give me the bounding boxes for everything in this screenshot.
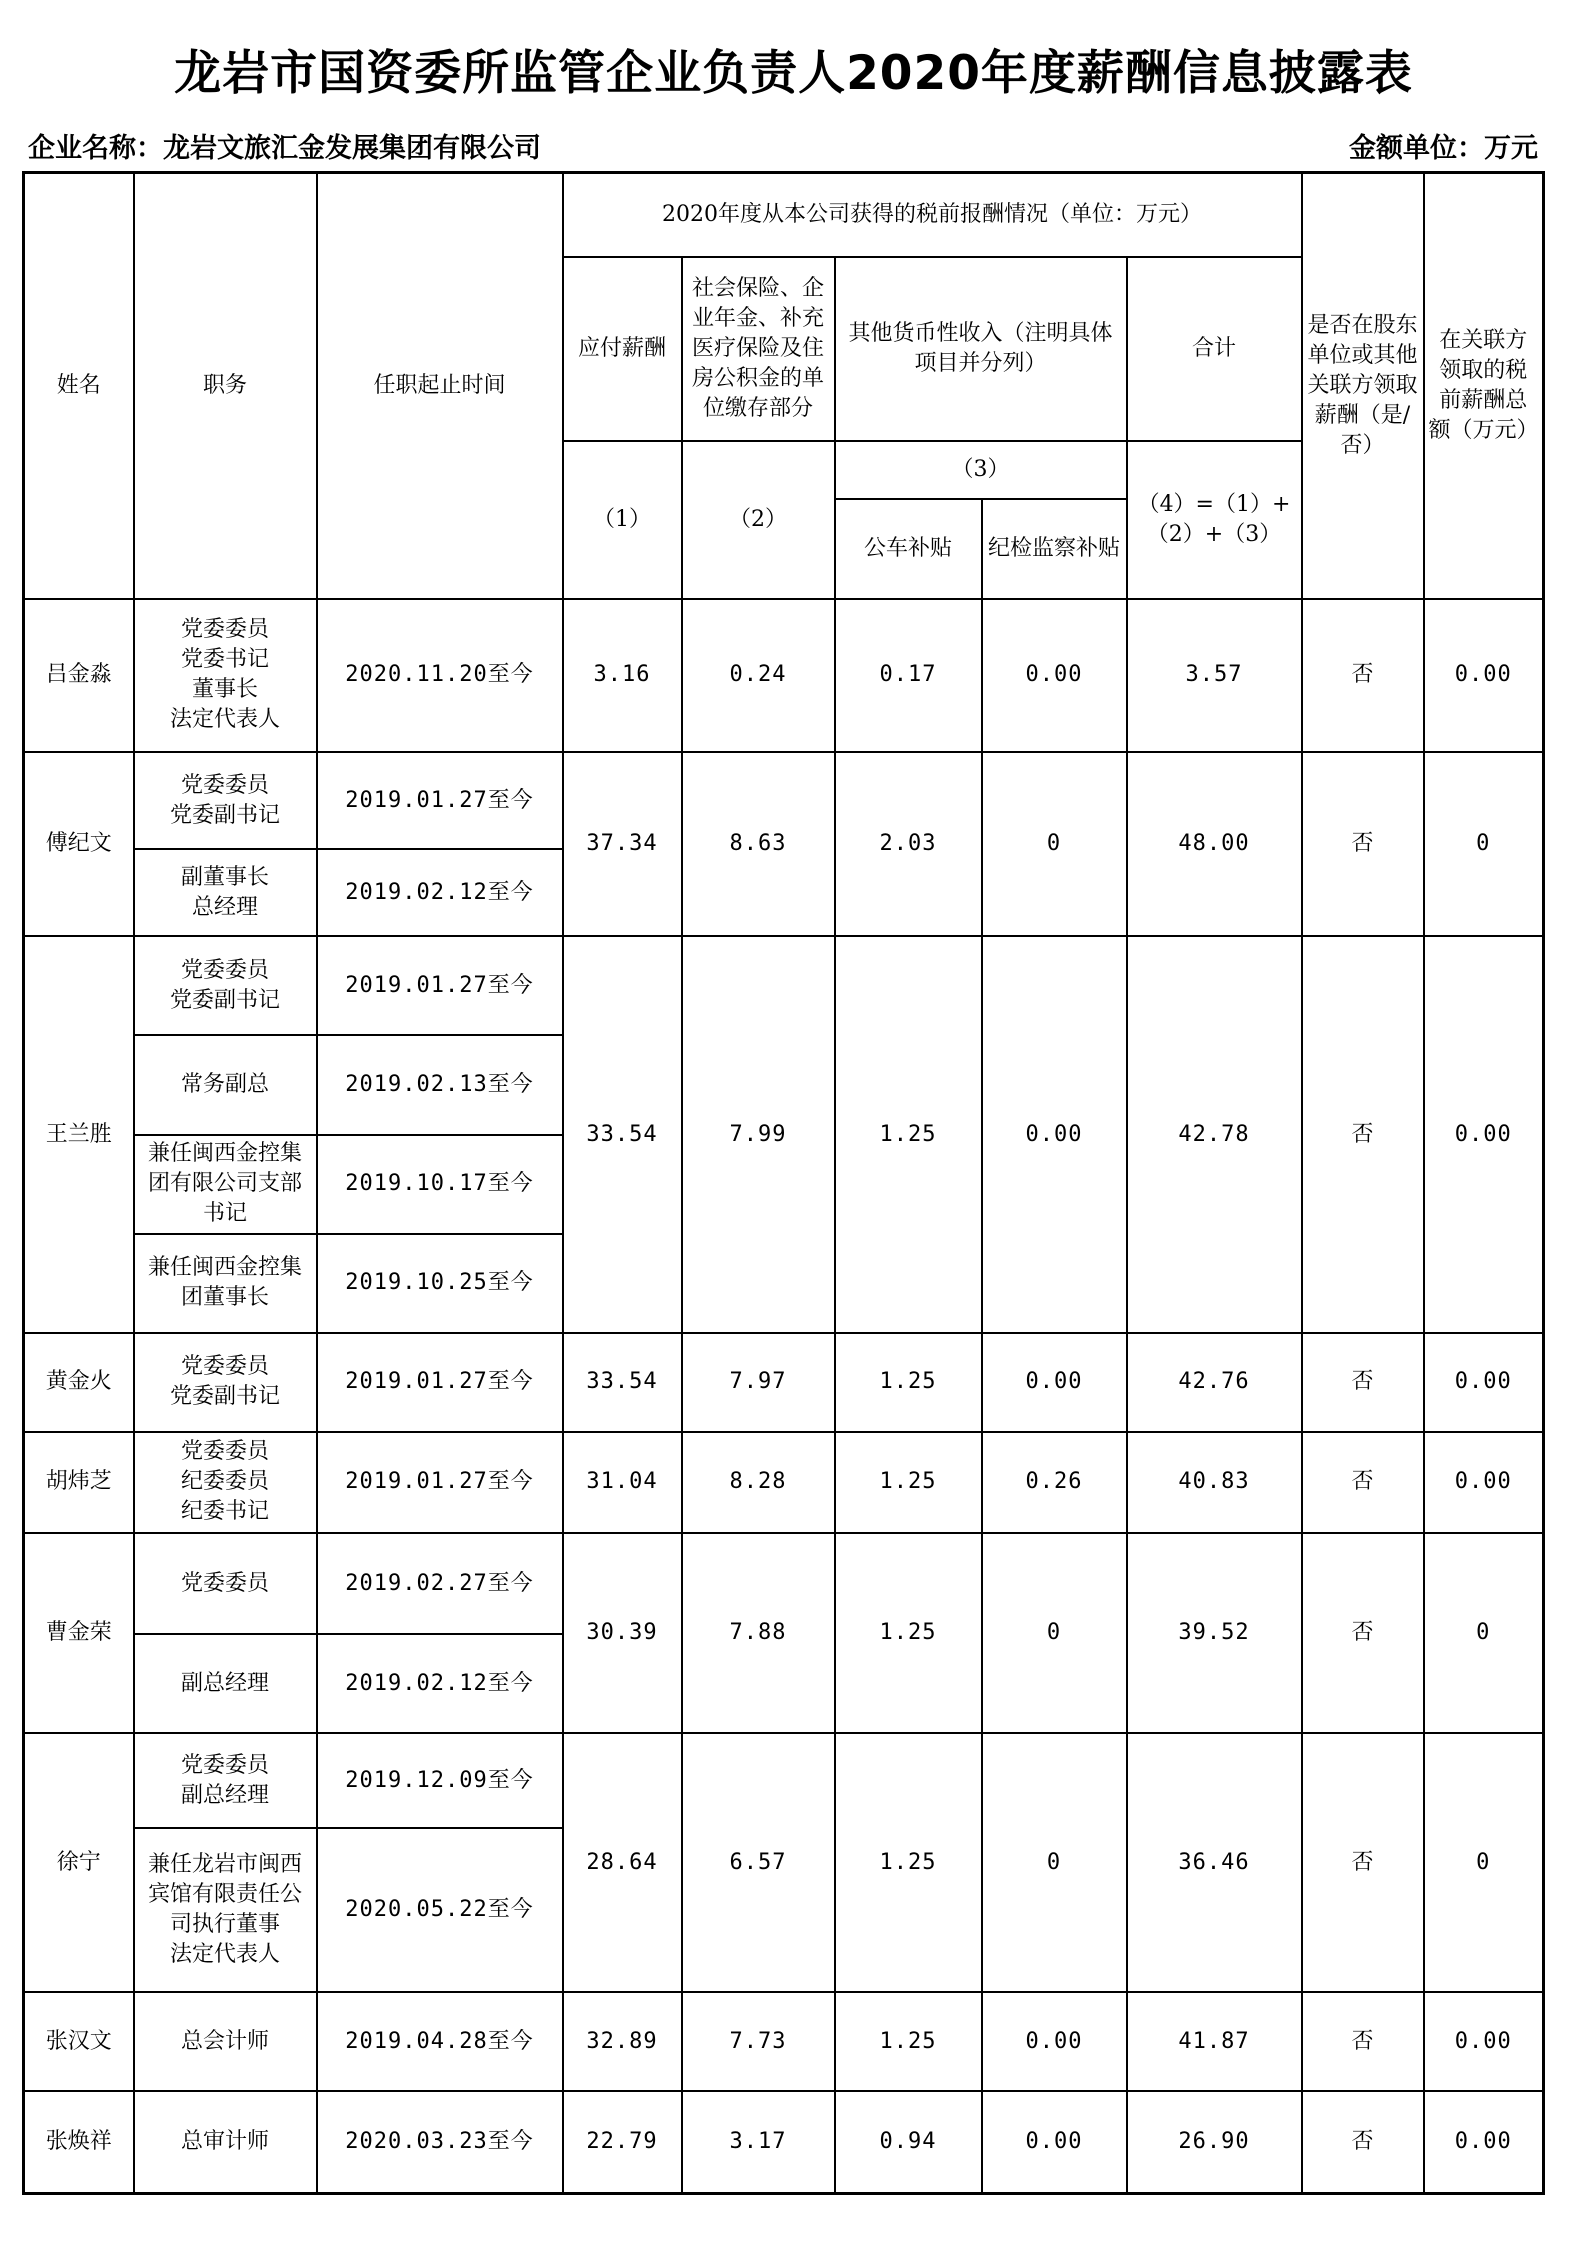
term-cell: 2020.03.23至今: [317, 2091, 563, 2193]
related-pay-cell: 0: [1424, 1533, 1544, 1733]
position-cell: 副董事长 总经理: [134, 849, 317, 936]
car-allowance-cell: 1.25: [835, 936, 982, 1332]
table-body: [24, 599, 1544, 2194]
discipline-allowance-cell: 0: [982, 1533, 1127, 1733]
table-row: [24, 752, 1544, 849]
total-cell: 48.00: [1127, 752, 1302, 936]
term-cell: 2019.10.17至今: [317, 1135, 563, 1234]
car-allowance-cell: 0.17: [835, 599, 982, 753]
shareholder-pay-cell: 否: [1302, 1533, 1424, 1733]
person-name-cell: 王兰胜: [24, 936, 134, 1332]
header-col3: （3）: [835, 441, 1127, 499]
term-cell: 2019.01.27至今: [317, 1432, 563, 1533]
car-allowance-cell: 1.25: [835, 1533, 982, 1733]
total-cell: 39.52: [1127, 1533, 1302, 1733]
salary-cell: 3.16: [563, 599, 682, 753]
table-row: [24, 2091, 1544, 2193]
related-pay-cell: 0.00: [1424, 599, 1544, 753]
salary-cell: 22.79: [563, 2091, 682, 2193]
table-row: [24, 1432, 1544, 1533]
term-cell: 2019.10.25至今: [317, 1234, 563, 1333]
page-title: 龙岩市国资委所监管企业负责人2020年度薪酬信息披露表: [174, 46, 1413, 101]
car-allowance-cell: 1.25: [835, 1333, 982, 1432]
person-name-cell: 张焕祥: [24, 2091, 134, 2193]
term-cell: 2019.02.13至今: [317, 1035, 563, 1134]
social-insurance-cell: 0.24: [682, 599, 835, 753]
related-pay-cell: 0: [1424, 1733, 1544, 1992]
car-allowance-cell: 1.25: [835, 1992, 982, 2091]
table-row: [24, 936, 1544, 1035]
position-cell: 兼任闽西金控集团董事长: [134, 1234, 317, 1333]
header-position: 职务: [134, 173, 317, 599]
related-pay-cell: 0.00: [1424, 2091, 1544, 2193]
amount-unit: 金额单位：万元: [1349, 133, 1538, 164]
person-name-cell: 黄金火: [24, 1333, 134, 1432]
position-cell: 党委委员 纪委委员 纪委书记: [134, 1432, 317, 1533]
term-cell: 2019.12.09至今: [317, 1733, 563, 1828]
header-related: 在关联方领取的税前薪酬总额（万元）: [1424, 173, 1544, 599]
person-name-cell: 胡炜芝: [24, 1432, 134, 1533]
header-other: 其他货币性收入（注明具体项目并分列）: [835, 257, 1127, 441]
term-cell: 2019.02.12至今: [317, 1634, 563, 1733]
company-name: 企业名称：龙岩文旅汇金发展集团有限公司: [28, 133, 541, 164]
car-allowance-cell: 0.94: [835, 2091, 982, 2193]
total-cell: 3.57: [1127, 599, 1302, 753]
meta-row: [28, 126, 1538, 162]
salary-cell: 28.64: [563, 1733, 682, 1992]
social-insurance-cell: 6.57: [682, 1733, 835, 1992]
social-insurance-cell: 8.28: [682, 1432, 835, 1533]
disclosure-table: [22, 171, 1545, 2195]
header-col2: （2）: [682, 441, 835, 599]
social-insurance-cell: 7.99: [682, 936, 835, 1332]
shareholder-pay-cell: 否: [1302, 1333, 1424, 1432]
total-cell: 36.46: [1127, 1733, 1302, 1992]
header-formula: （4）=（1）+（2）+（3）: [1127, 441, 1302, 599]
header-term: 任职起止时间: [317, 173, 563, 599]
term-cell: 2020.05.22至今: [317, 1828, 563, 1992]
term-cell: 2019.02.27至今: [317, 1533, 563, 1634]
position-cell: 党委委员 副总经理: [134, 1733, 317, 1828]
car-allowance-cell: 1.25: [835, 1733, 982, 1992]
shareholder-pay-cell: 否: [1302, 1992, 1424, 2091]
position-cell: 兼任闽西金控集团有限公司支部书记: [134, 1135, 317, 1234]
shareholder-pay-cell: 否: [1302, 936, 1424, 1332]
term-cell: 2019.02.12至今: [317, 849, 563, 936]
shareholder-pay-cell: 否: [1302, 1733, 1424, 1992]
header-discipline-allowance: 纪检监察补贴: [982, 499, 1127, 599]
position-cell: 总会计师: [134, 1992, 317, 2091]
header-car-allowance: 公车补贴: [835, 499, 982, 599]
social-insurance-cell: 7.97: [682, 1333, 835, 1432]
discipline-allowance-cell: 0.00: [982, 1992, 1127, 2091]
position-cell: 党委委员 党委副书记: [134, 1333, 317, 1432]
car-allowance-cell: 1.25: [835, 1432, 982, 1533]
shareholder-pay-cell: 否: [1302, 599, 1424, 753]
table-row: [24, 1733, 1544, 1828]
position-cell: 党委委员 党委书记 董事长 法定代表人: [134, 599, 317, 753]
term-cell: 2019.01.27至今: [317, 1333, 563, 1432]
term-cell: 2019.01.27至今: [317, 752, 563, 849]
discipline-allowance-cell: 0.00: [982, 1333, 1127, 1432]
table-row: [24, 1533, 1544, 1634]
related-pay-cell: 0.00: [1424, 936, 1544, 1332]
shareholder-pay-cell: 否: [1302, 1432, 1424, 1533]
related-pay-cell: 0.00: [1424, 1432, 1544, 1533]
related-pay-cell: 0.00: [1424, 1333, 1544, 1432]
salary-cell: 30.39: [563, 1533, 682, 1733]
social-insurance-cell: 7.73: [682, 1992, 835, 2091]
discipline-allowance-cell: 0.26: [982, 1432, 1127, 1533]
total-cell: 40.83: [1127, 1432, 1302, 1533]
shareholder-pay-cell: 否: [1302, 2091, 1424, 2193]
salary-cell: 33.54: [563, 936, 682, 1332]
related-pay-cell: 0.00: [1424, 1992, 1544, 2091]
table-header: [24, 173, 1544, 599]
salary-cell: 31.04: [563, 1432, 682, 1533]
term-cell: 2020.11.20至今: [317, 599, 563, 753]
term-cell: 2019.04.28至今: [317, 1992, 563, 2091]
shareholder-pay-cell: 否: [1302, 752, 1424, 936]
total-cell: 42.78: [1127, 936, 1302, 1332]
discipline-allowance-cell: 0.00: [982, 599, 1127, 753]
position-cell: 党委委员: [134, 1533, 317, 1634]
total-cell: 41.87: [1127, 1992, 1302, 2091]
header-pay-group: 2020年度从本公司获得的税前报酬情况（单位：万元）: [563, 173, 1302, 257]
salary-cell: 32.89: [563, 1992, 682, 2091]
discipline-allowance-cell: 0.00: [982, 936, 1127, 1332]
discipline-allowance-cell: 0: [982, 1733, 1127, 1992]
total-cell: 26.90: [1127, 2091, 1302, 2193]
salary-cell: 37.34: [563, 752, 682, 936]
table-row: [24, 1333, 1544, 1432]
related-pay-cell: 0: [1424, 752, 1544, 936]
car-allowance-cell: 2.03: [835, 752, 982, 936]
total-cell: 42.76: [1127, 1333, 1302, 1432]
person-name-cell: 徐宁: [24, 1733, 134, 1992]
position-cell: 兼任龙岩市闽西宾馆有限责任公司执行董事 法定代表人: [134, 1828, 317, 1992]
position-cell: 党委委员 党委副书记: [134, 752, 317, 849]
person-name-cell: 曹金荣: [24, 1533, 134, 1733]
position-cell: 总审计师: [134, 2091, 317, 2193]
position-cell: 党委委员 党委副书记: [134, 936, 317, 1035]
header-shareholder: 是否在股东单位或其他关联方领取 薪酬（是/否）: [1302, 173, 1424, 599]
position-cell: 副总经理: [134, 1634, 317, 1733]
salary-cell: 33.54: [563, 1333, 682, 1432]
position-cell: 常务副总: [134, 1035, 317, 1134]
table-row: [24, 599, 1544, 753]
term-cell: 2019.01.27至今: [317, 936, 563, 1035]
social-insurance-cell: 7.88: [682, 1533, 835, 1733]
header-total: 合计: [1127, 257, 1302, 441]
header-col1: （1）: [563, 441, 682, 599]
table-row: [24, 1992, 1544, 2091]
person-name-cell: 吕金淼: [24, 599, 134, 753]
person-name-cell: 张汉文: [24, 1992, 134, 2091]
social-insurance-cell: 3.17: [682, 2091, 835, 2193]
person-name-cell: 傅纪文: [24, 752, 134, 936]
header-social: 社会保险、企业年金、补充医疗保险及住房公积金的单位缴存部分: [682, 257, 835, 441]
social-insurance-cell: 8.63: [682, 752, 835, 936]
discipline-allowance-cell: 0.00: [982, 2091, 1127, 2193]
header-name: 姓名: [24, 173, 134, 599]
header-salary: 应付薪酬: [563, 257, 682, 441]
discipline-allowance-cell: 0: [982, 752, 1127, 936]
